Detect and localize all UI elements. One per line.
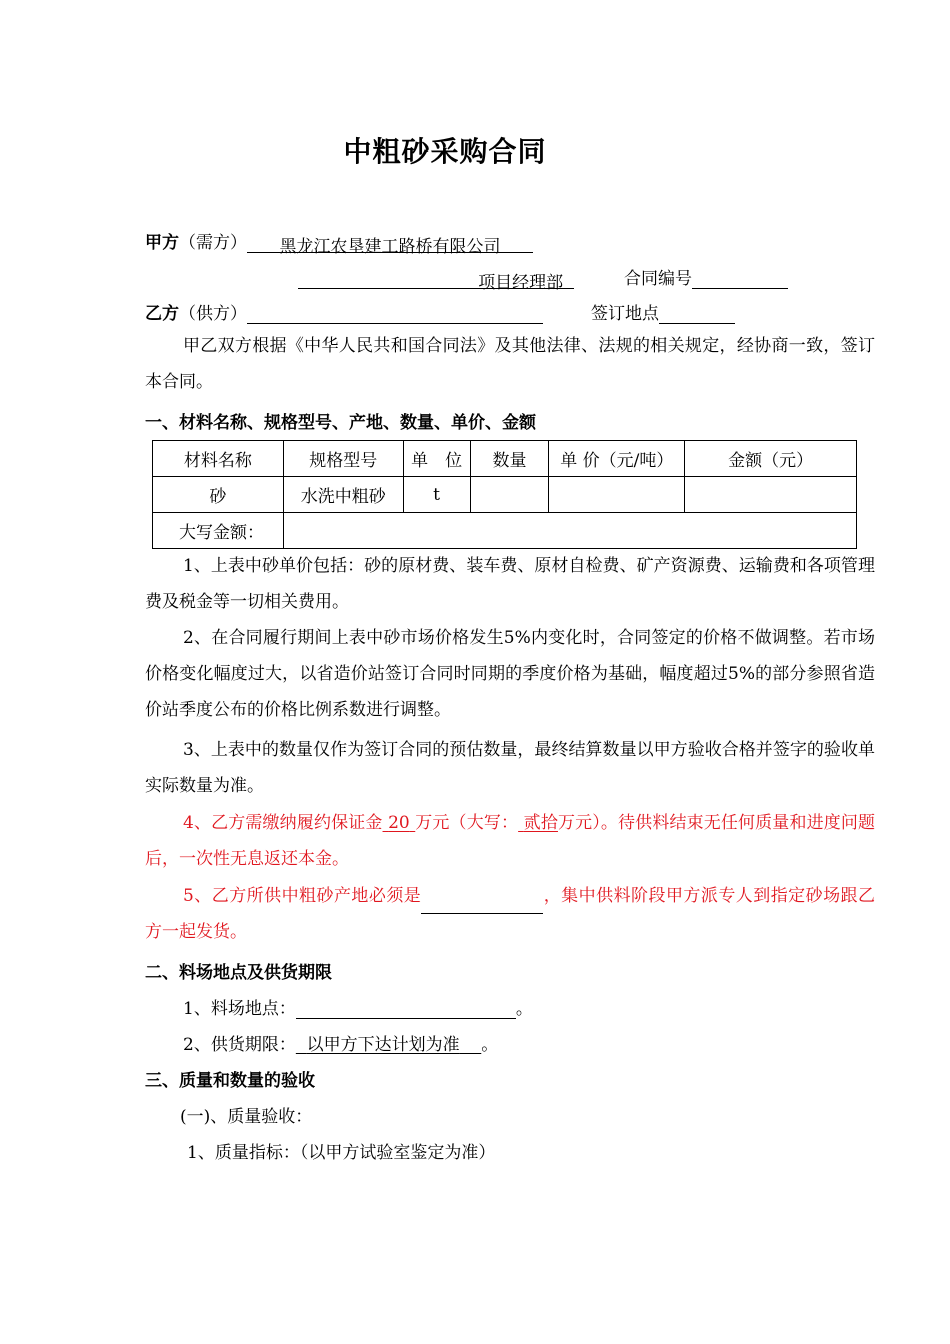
clause-1-3: 3、上表中的数量仅作为签订合同的预估数量，最终结算数量以甲方验收合格并签字的验收单实际数量为准。 [145, 740, 875, 796]
section2-heading: 二、料场地点及供货期限 [145, 963, 332, 983]
clause-1-1: 1、上表中砂单价包括：砂的原材费、装车费、原材自检费、矿产资源费、运输费和各项管理费及税金等一切相关费用。 [145, 556, 875, 612]
party-a-dept-field [298, 268, 574, 293]
table-cell: t [403, 477, 470, 513]
table-cell [549, 477, 685, 513]
table-cell: 水洗中粗砂 [283, 477, 403, 513]
table-row [153, 477, 857, 513]
table-total-row [153, 513, 857, 549]
party-b-role: （供方） [179, 304, 247, 324]
contract-no-label: 合同编号 [624, 269, 692, 289]
contract-no-field [692, 268, 788, 289]
clause-1-4-text: 4、乙方需缴纳履约保证金 [183, 813, 383, 833]
sign-place-field [659, 303, 735, 324]
clause-1-5-text: ，集中供料阶段甲方派专人到指定砂场跟乙方一起发货。 [145, 886, 876, 942]
supply-period-line [183, 1030, 913, 1055]
total-label-cell: 大写金额： [153, 513, 284, 549]
table-cell [470, 477, 549, 513]
clause-1-4-text: 万元（大写： [415, 813, 519, 833]
supply-period-label: 2、供货期限： [183, 1035, 296, 1055]
party-b-line [145, 299, 875, 324]
yard-location-line [183, 994, 913, 1019]
header-cell: 规格型号 [283, 441, 403, 477]
yard-location-field [296, 998, 516, 1019]
supply-period-text: 以甲方下达计划为准 [306, 1035, 460, 1055]
party-b-name-field [247, 303, 543, 324]
table-cell: 砂 [153, 477, 284, 513]
header-cell: 数量 [470, 441, 549, 477]
deposit-amount-cn [518, 813, 558, 833]
punctuation: 。 [515, 999, 533, 1019]
party-a-dept: 项目经理部 [478, 273, 564, 293]
section3-heading: 三、质量和数量的验收 [145, 1071, 315, 1091]
party-a-dept-line [145, 264, 875, 293]
sign-place-label: 签订地点 [591, 304, 659, 324]
section1-heading: 一、材料名称、规格型号、产地、数量、单价、金额 [145, 413, 536, 433]
document-title: 中粗砂采购合同 [343, 135, 547, 168]
deposit-amount [383, 813, 416, 833]
party-a-role: （需方） [179, 233, 247, 253]
table-header-row [153, 441, 857, 477]
clause-1-4-text: 万元）。待供料结束无任何质量和进度问题后，一次性无息返还本金。 [145, 813, 876, 869]
party-a-label: 甲方 [145, 233, 179, 253]
quality-acceptance-sub: (一)、质量验收： [180, 1107, 313, 1127]
deposit-amount-cn-value: 贰拾 [523, 813, 558, 833]
clause-1-5-text: 5、乙方所供中粗砂产地必须是 [183, 886, 422, 906]
materials-table [152, 440, 857, 549]
header-cell: 单 位 [403, 441, 470, 477]
yard-location-label: 1、料场地点： [183, 999, 296, 1019]
clause-1-5 [145, 878, 875, 950]
header-cell: 材料名称 [153, 441, 284, 477]
clause-1-4 [145, 805, 875, 877]
table-cell [685, 477, 857, 513]
party-a-name-field [247, 232, 533, 257]
header-cell: 金额（元） [685, 441, 857, 477]
supply-period-value [296, 1035, 481, 1055]
quality-index-item: 1、质量指标：（以甲方试验室鉴定为准） [187, 1143, 496, 1163]
header-cell: 单 价（元/吨） [549, 441, 685, 477]
clause-1-2: 2、在合同履行期间上表中砂市场价格发生5%内变化时，合同签定的价格不做调整。若市场价格变化幅度过大，以省造价站签订合同时同期的季度价格为基础，幅度超过5%的部分参照省造价站季度公布的价格比例系数进行调整。 [145, 628, 875, 720]
punctuation: 。 [481, 1035, 499, 1055]
origin-field [421, 895, 543, 914]
party-a-line [145, 228, 875, 257]
party-b-label: 乙方 [145, 304, 179, 324]
deposit-amount-value: 20 [388, 813, 410, 833]
party-a-name: 黑龙江农垦建工路桥有限公司 [279, 237, 501, 257]
intro-paragraph: 甲乙双方根据《中华人民共和国合同法》及其他法律、法规的相关规定，经协商一致，签订本合同。 [145, 336, 875, 392]
total-value-cell [283, 513, 856, 549]
